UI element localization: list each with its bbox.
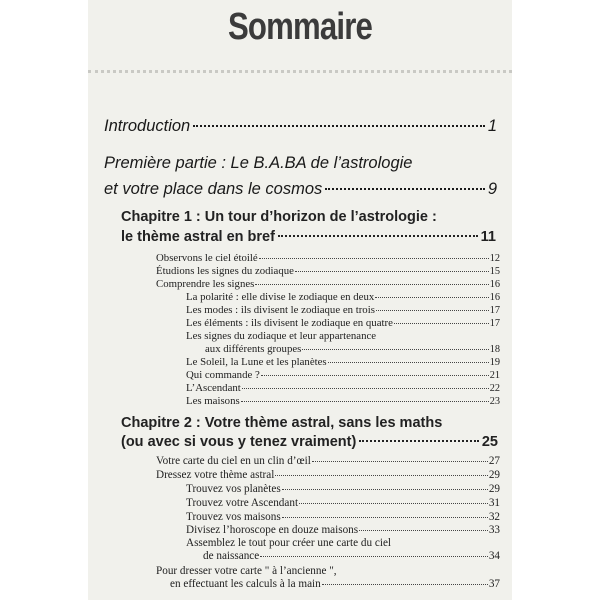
toc-entry-label: Dressez votre thème astral bbox=[156, 469, 275, 481]
part1-title-line1: Première partie : Le B.A.BA de l’astrologie bbox=[104, 154, 413, 172]
dot-leader bbox=[275, 475, 487, 476]
toc-entry-page: 27 bbox=[488, 455, 500, 467]
dot-leader bbox=[241, 401, 489, 402]
toc-entry-label: Qui commande ? bbox=[186, 369, 260, 381]
toc-entry-page: 33 bbox=[488, 524, 500, 536]
dot-leader bbox=[242, 388, 489, 389]
toc-entry-continued: Pour dresser votre carte " à l’ancienne ", bbox=[156, 565, 337, 577]
dot-leader bbox=[282, 517, 488, 518]
chapter2-title-line1: Chapitre 2 : Votre thème astral, sans les maths bbox=[121, 415, 443, 431]
dot-leader bbox=[328, 362, 489, 363]
toc-entry bbox=[156, 469, 500, 481]
toc-entry-label: Divisez l’horoscope en douze maisons bbox=[186, 524, 359, 536]
toc-entry-page: 15 bbox=[489, 266, 500, 277]
toc-entry-label: en effectuant les calculs à la main bbox=[170, 578, 321, 590]
toc-entry-page: 32 bbox=[488, 511, 500, 523]
toc-entry-continued: Les signes du zodiaque et leur appartenance bbox=[186, 330, 377, 342]
toc-entry-label: aux différents groupes bbox=[205, 343, 302, 355]
toc-entry-page: 25 bbox=[481, 434, 498, 450]
toc-entry-introduction bbox=[104, 117, 497, 136]
toc-entry bbox=[186, 497, 500, 509]
toc-entry-page: 17 bbox=[489, 305, 500, 316]
dot-leader bbox=[259, 258, 489, 259]
toc-entry bbox=[186, 524, 500, 536]
toc-entry-label: Étudions les signes du zodiaque bbox=[156, 265, 294, 277]
toc-entry-chapter2 bbox=[121, 434, 498, 450]
toc-entry bbox=[186, 304, 500, 316]
toc-entry bbox=[156, 265, 500, 277]
toc-entry-label: Le Soleil, la Lune et les planètes bbox=[186, 356, 327, 368]
toc-entry-label: Trouvez vos planètes bbox=[186, 483, 281, 495]
toc-entry-label: le thème astral en bref bbox=[121, 229, 275, 245]
toc-entry-page: 31 bbox=[488, 497, 500, 509]
toc-entry-page: 16 bbox=[489, 292, 500, 303]
toc-entry-page: 9 bbox=[487, 180, 497, 198]
toc-entry-label: et votre place dans le cosmos bbox=[104, 180, 323, 198]
toc-entry-page: 17 bbox=[489, 318, 500, 329]
toc-entry bbox=[186, 382, 500, 394]
toc-entry bbox=[186, 317, 500, 329]
toc-entry-label: Votre carte du ciel en un clin d’œil bbox=[156, 455, 311, 467]
toc-entry-chapter1 bbox=[121, 229, 496, 245]
toc-entry-page: 16 bbox=[489, 279, 500, 290]
toc-entry-label: Introduction bbox=[104, 117, 191, 135]
dot-leader bbox=[255, 284, 488, 285]
toc-entry bbox=[156, 455, 500, 467]
toc-entry bbox=[156, 278, 500, 290]
toc-entry bbox=[170, 578, 500, 590]
toc-entry-label: Trouvez vos maisons bbox=[186, 511, 281, 523]
toc-entry bbox=[156, 252, 500, 264]
toc-entry bbox=[186, 483, 500, 495]
toc-entry-label: de naissance bbox=[203, 550, 260, 562]
dot-leader bbox=[359, 530, 488, 531]
dot-leader bbox=[394, 323, 489, 324]
toc-entry-page: 21 bbox=[489, 370, 500, 381]
toc-entry-page: 12 bbox=[489, 253, 500, 264]
chapter1-title-line1: Chapitre 1 : Un tour d’horizon de l’astrologie : bbox=[121, 209, 437, 225]
toc-entry-page: 22 bbox=[489, 383, 500, 394]
toc-entry bbox=[205, 343, 500, 355]
toc-entry-part1 bbox=[104, 180, 497, 199]
toc-page bbox=[88, 0, 512, 600]
toc-entry-label: Les modes : ils divisent le zodiaque en trois bbox=[186, 304, 375, 316]
toc-entry-page: 29 bbox=[488, 469, 500, 481]
toc-entry-label: L’Ascendant bbox=[186, 382, 241, 394]
toc-entry-label: Trouvez votre Ascendant bbox=[186, 497, 299, 509]
dot-leader bbox=[261, 375, 489, 376]
toc-entry-page: 11 bbox=[480, 229, 496, 245]
toc-entry-label: Les maisons bbox=[186, 395, 240, 407]
toc-entry-page: 37 bbox=[488, 578, 500, 590]
dot-leader bbox=[295, 271, 489, 272]
toc-entry-continued: Assemblez le tout pour créer une carte du ciel bbox=[186, 537, 392, 549]
toc-entry-label: Observons le ciel étoilé bbox=[156, 252, 258, 264]
dot-leader bbox=[376, 310, 489, 311]
dot-leader bbox=[260, 556, 488, 557]
dot-leader bbox=[359, 440, 479, 442]
toc-entry bbox=[186, 511, 500, 523]
toc-entry bbox=[186, 369, 500, 381]
toc-entry-page: 19 bbox=[489, 357, 500, 368]
title-divider bbox=[88, 70, 512, 73]
dot-leader bbox=[278, 235, 478, 237]
dot-leader bbox=[299, 503, 488, 504]
toc-entry bbox=[186, 395, 500, 407]
dot-leader bbox=[312, 461, 488, 462]
toc-entry-label: Les éléments : ils divisent le zodiaque en quatre bbox=[186, 317, 393, 329]
toc-entry bbox=[186, 291, 500, 303]
dot-leader bbox=[193, 125, 485, 127]
toc-entry-label: Comprendre les signes bbox=[156, 278, 255, 290]
toc-entry-page: 23 bbox=[489, 396, 500, 407]
page-title: Sommaire bbox=[227, 6, 373, 48]
dot-leader bbox=[375, 297, 488, 298]
dot-leader bbox=[322, 584, 488, 585]
dot-leader bbox=[325, 188, 485, 190]
toc-entry-page: 1 bbox=[487, 117, 497, 135]
toc-entry-page: 29 bbox=[488, 483, 500, 495]
toc-entry bbox=[186, 356, 500, 368]
toc-entry-label: (ou avec si vous y tenez vraiment) bbox=[121, 434, 357, 450]
toc-entry-page: 34 bbox=[488, 550, 500, 562]
toc-entry-page: 18 bbox=[489, 344, 500, 355]
toc-entry-label: La polarité : elle divise le zodiaque en deux bbox=[186, 291, 375, 303]
dot-leader bbox=[302, 349, 488, 350]
toc-entry bbox=[203, 550, 500, 562]
dot-leader bbox=[282, 489, 488, 490]
